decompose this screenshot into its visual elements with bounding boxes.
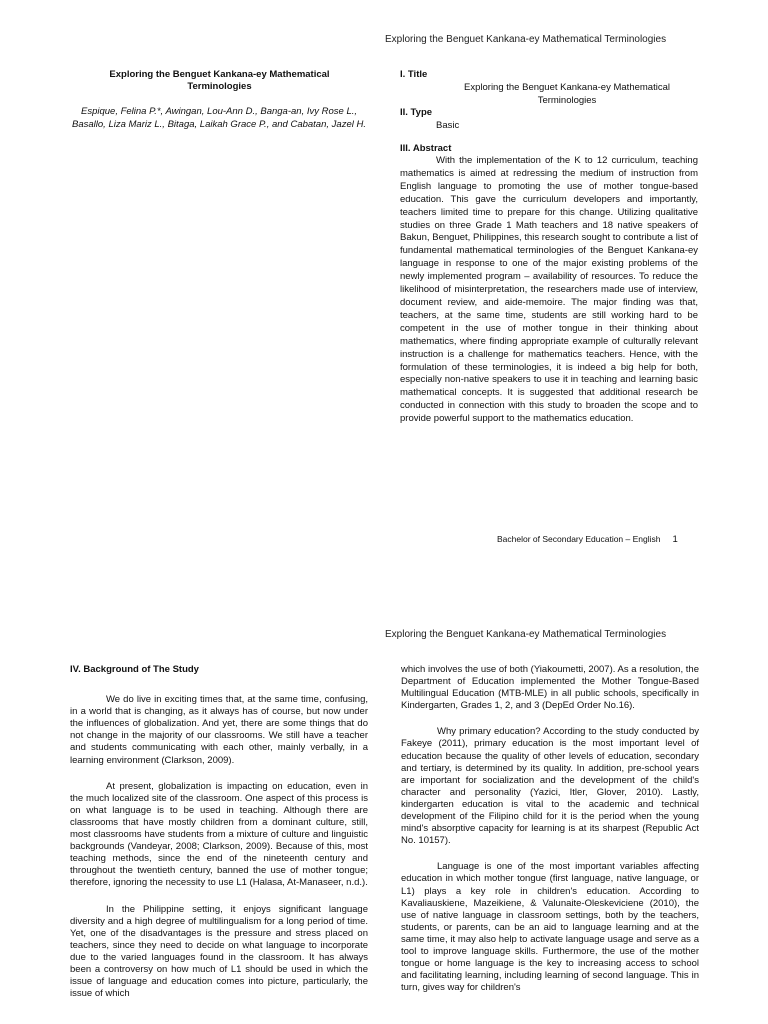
running-header: Exploring the Benguet Kankana-ey Mathematical Terminologies — [385, 629, 667, 640]
section-body-title: Exploring the Benguet Kankana-ey Mathematical Terminologies — [464, 82, 670, 106]
document-page-2 — [0, 600, 768, 1024]
section-body-type: Basic — [436, 120, 460, 131]
paragraph: which involves the use of both (Yiakoumetti, 2007). As a resolution, the Department of Education implemented the Mother Tongue-Based Multilingual Education (MTB-MLE) in all public schools, specifically in Kindergarten, Grades 1, 2, and 3 (DepEd Order No.16). — [401, 664, 699, 712]
section-heading-title: I. Title — [400, 69, 428, 80]
section-heading-background: IV. Background of The Study — [70, 664, 199, 675]
paragraph: Why primary education? According to the study conducted by Fakeye (2011), primary education is the most important level of education because the quality of other levels of education, secondary and tertiary, is determined by its quality. In addition, pre-school years are important for socialization and the development of the child's character and personality (Yazici, Itler, Glover, 2010). Lastly, kindergarten education is vital to the academic and technical development of the Filipino child for it is the period when the young mind's absorptive capacity for learning is at its sharpest (Republic Act No. 10157). — [401, 726, 699, 847]
paragraph: In the Philippine setting, it enjoys significant language diversity and a high degree of multilingualism for a long period of time. Yet, one of the disadvantages is the pressure and stress placed on teachers, since they need to decide on what language to incorporate due to the varied languages found in the classroom. It has always been a controversy on how much of L1 should be used in which the issue of language and education comes into picture, particularly, the issue of which — [70, 903, 368, 1000]
author-list: Espique, Felina P.*, Awingan, Lou-Ann D., Banga-an, Ivy Rose L., Basallo, Liza Mariz L., Bitaga, Laikah Grace P., and Cabatan, Jazel H. — [72, 106, 366, 130]
left-column — [70, 664, 368, 1014]
paragraph: We do live in exciting times that, at the same time, confusing, in a world that is changing, as it always has of course, but now under the influences of globalization. And yet, there are some things that do not change in the majority of our classrooms. We still have a teacher and students communicating with each other, mainly verbally, in a learning environment (Clarkson, 2009). — [70, 694, 368, 766]
section-heading-type: II. Type — [400, 107, 433, 118]
running-header: Exploring the Benguet Kankana-ey Mathematical Terminologies — [385, 34, 667, 45]
paper-title: Exploring the Benguet Kankana-ey Mathematical Terminologies — [109, 69, 330, 92]
page-gap — [0, 560, 768, 600]
page-footer — [497, 534, 678, 545]
right-column — [401, 664, 699, 1008]
footer-program: Bachelor of Secondary Education – English — [497, 534, 661, 544]
section-heading-abstract: III. Abstract — [400, 143, 452, 154]
paragraph: At present, globalization is impacting on education, even in the much localized site of the classroom. One aspect of this process is on what language is to be used in teaching. Although there are classrooms that have mostly children from a dominant culture, still, most classrooms have students from a mixture of culture and linguistic backgrounds (Vandeyar, 2008; Clarkson, 2009). Because of this, most teaching methods, since the end of the nineteenth century and throughout the twentieth century, banned the use of mother tongue; therefore, ignoring the necessity to use L1 (Halasa, At-Manaseer, n.d.). — [70, 780, 368, 889]
abstract-text: With the implementation of the K to 12 curriculum, teaching mathematics is aimed at redressing the medium of instruction from English language to promoting the use of mother tongue-based education. This gave the curriculum developers and importantly, teachers limited time to prepare for this change. Utilizing qualitative studies on three Grade 1 Math teachers and 18 native speakers of Bakun, Benguet, Philippines, this research sought to contribute a list of fundamental mathematical terminologies of the Benguet Kankana-ey language in response to one of the major existing problems of the newly implemented program – availability of resources. To reduce the likelihood of misinterpretation, the researchers made use of interview, document review, and aide-memoire. The major finding was that, teachers, at the same time, students are still working hard to be competent in the use of mother tongue in their thinking about mathematics, where finding appropriate example of culturally relevant instruction is a challenge for mathematics teachers. Hence, with the formulation of these terminologies, it is indeed a big help for both, especially non-native speakers to use it in teaching and learning basic mathematical concepts. It is suggested that additional research be conducted in connection with this study to broaden the scope and to provide powerful support to the mathematics education. — [400, 155, 698, 425]
paragraph: Language is one of the most important variables affecting education in which mother tongue (first language, native language, or L1) plays a key role in children's education. According to Kavaliauskiene, Mazeikiene, & Valunaite-Oleskeviciene (2010), the use of native language in classroom settings, both by the teachers, students, or parents, can be an aid to language learning and at the same time, it may also help to activate language usage and serve as a tool to improve language skills. Furthermore, the use of the mother tongue or home language is the key to increasing access to school and facilitating learning, including learning of second language. This in turn, gives way for children's — [401, 861, 699, 994]
page-number: 1 — [672, 534, 678, 545]
